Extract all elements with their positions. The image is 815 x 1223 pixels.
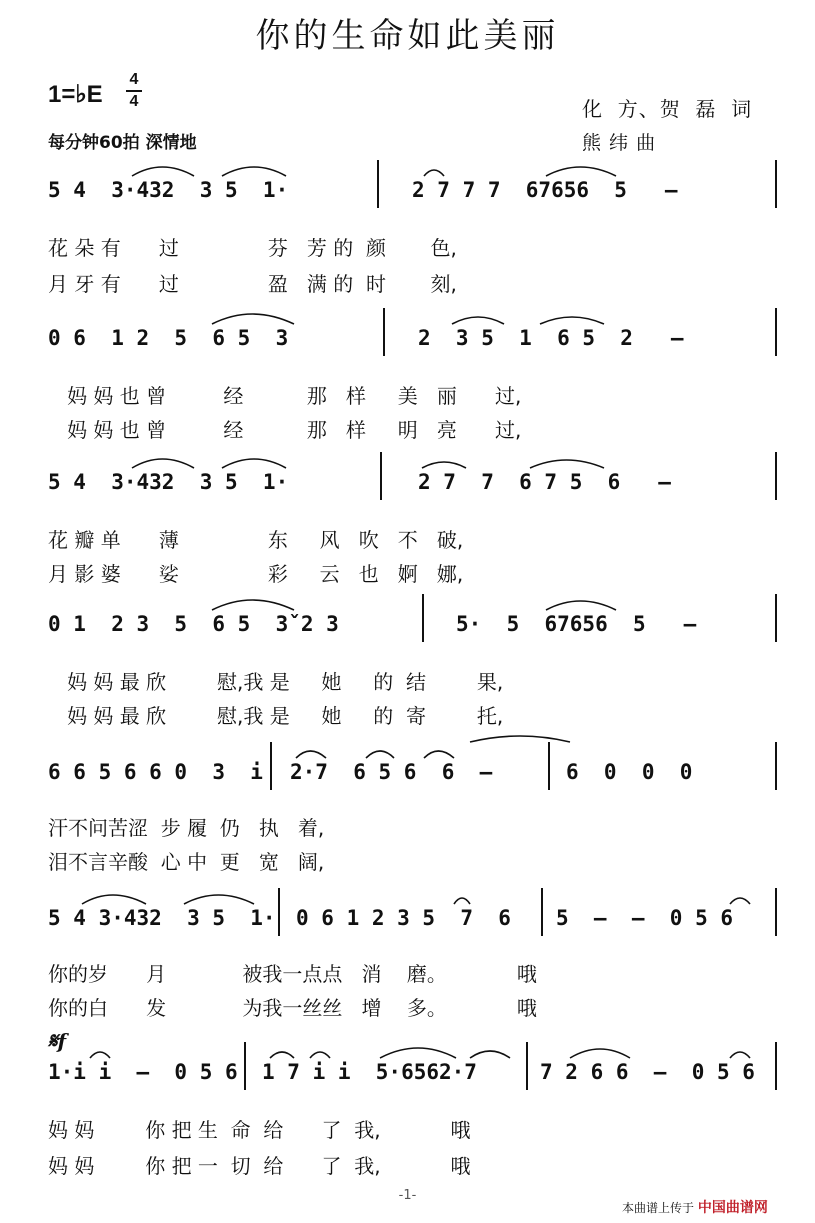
lyrics-line-1-verse-1: 花 朵 有 过 芬 芳 的 颜 色, (48, 236, 457, 260)
notes-line-3b: 2 7 7 6 7 5 6 – (418, 470, 671, 494)
tempo-marking: 每分钟60拍 深情地 (48, 133, 197, 153)
footer-brand: 中国曲谱网 (697, 1200, 768, 1216)
lyrics-line-6-verse-2: 你的白 发 为我一丝丝 增 多。 哦 (48, 996, 537, 1020)
lyrics-line-3-verse-1: 花 瓣 单 薄 东 风 吹 不 破, (48, 528, 464, 552)
footer-credit (622, 1197, 768, 1217)
notes-line-5b: 2·7 6 5 6 6 – (290, 760, 493, 784)
key-signature: 1=♭E (48, 81, 103, 108)
notes-line-5a: 6 6 5 6 6 0 3 i (48, 760, 263, 784)
page-title: 你的生命如此美丽 (255, 16, 560, 56)
notes-line-5c: 6 0 0 0 (566, 760, 693, 784)
notes-line-3a: 5 4 3·432 3 5 1· (48, 470, 289, 494)
lyrics-line-2-verse-2: 妈 妈 也 曾 经 那 样 明 亮 过, (48, 418, 522, 442)
notes-line-1b: 2 7 7 7 67656 5 – (412, 178, 678, 202)
notes-line-6c: 5 – – 0 5 6 (556, 906, 734, 930)
lyrics-line-3-verse-2: 月 影 婆 娑 彩 云 也 婀 娜, (48, 562, 464, 586)
lyrics-line-2-verse-1: 妈 妈 也 曾 经 那 样 美 丽 过, (48, 384, 522, 408)
lyrics-line-5-verse-2: 泪不言辛酸 心 中 更 宽 阔, (48, 850, 325, 874)
segno-forte-mark: 𝄋f (48, 1028, 67, 1054)
notes-line-4a: 0 1 2 3 5 6 5 3ˇ2 3 (48, 612, 339, 636)
notes-line-1a: 5 4 3·432 3 5 1· (48, 178, 289, 202)
page-number: -1- (398, 1188, 417, 1203)
time-signature-bottom: 4 (129, 93, 139, 110)
notes-line-7a: 1·i i – 0 5 6 (48, 1060, 238, 1084)
time-signature (124, 70, 144, 112)
lyrics-line-5-verse-1: 汗不问苦涩 步 履 仍 执 着, (48, 816, 325, 840)
lyrics-line-7-verse-1: 妈 妈 你 把 生 命 给 了 我, 哦 (48, 1118, 471, 1142)
lyricist-credit: 化 方、贺 磊 词 (582, 97, 753, 121)
lyrics-line-6-verse-1: 你的岁 月 被我一点点 消 磨。 哦 (48, 962, 537, 986)
notes-line-4b: 5· 5 67656 5 – (456, 612, 697, 636)
lyrics-line-4-verse-1: 妈 妈 最 欣 慰,我 是 她 的 结 果, (48, 670, 504, 694)
notes-line-7b: 1 7 i i 5·6562·7 (262, 1060, 477, 1084)
notes-line-2b: 2 3 5 1 6 5 2 – (418, 326, 684, 350)
lyrics-line-7-verse-2: 妈 妈 你 把 一 切 给 了 我, 哦 (48, 1154, 471, 1178)
notes-line-7c: 7 2 6 6 – 0 5 6 (540, 1060, 755, 1084)
notes-line-2a: 0 6 1 2 5 6 5 3 (48, 326, 289, 350)
time-signature-top: 4 (129, 71, 139, 88)
lyrics-line-4-verse-2: 妈 妈 最 欣 慰,我 是 她 的 寄 托, (48, 704, 504, 728)
lyrics-line-1-verse-2: 月 牙 有 过 盈 满 的 时 刻, (48, 272, 457, 296)
footer-prefix: 本曲谱上传于 (622, 1201, 695, 1215)
notes-line-6a: 5 4 3·432 3 5 1· (48, 906, 276, 930)
composer-credit: 熊 纬 曲 (582, 132, 657, 154)
notes-line-6b: 0 6 1 2 3 5 7 6 (296, 906, 511, 930)
